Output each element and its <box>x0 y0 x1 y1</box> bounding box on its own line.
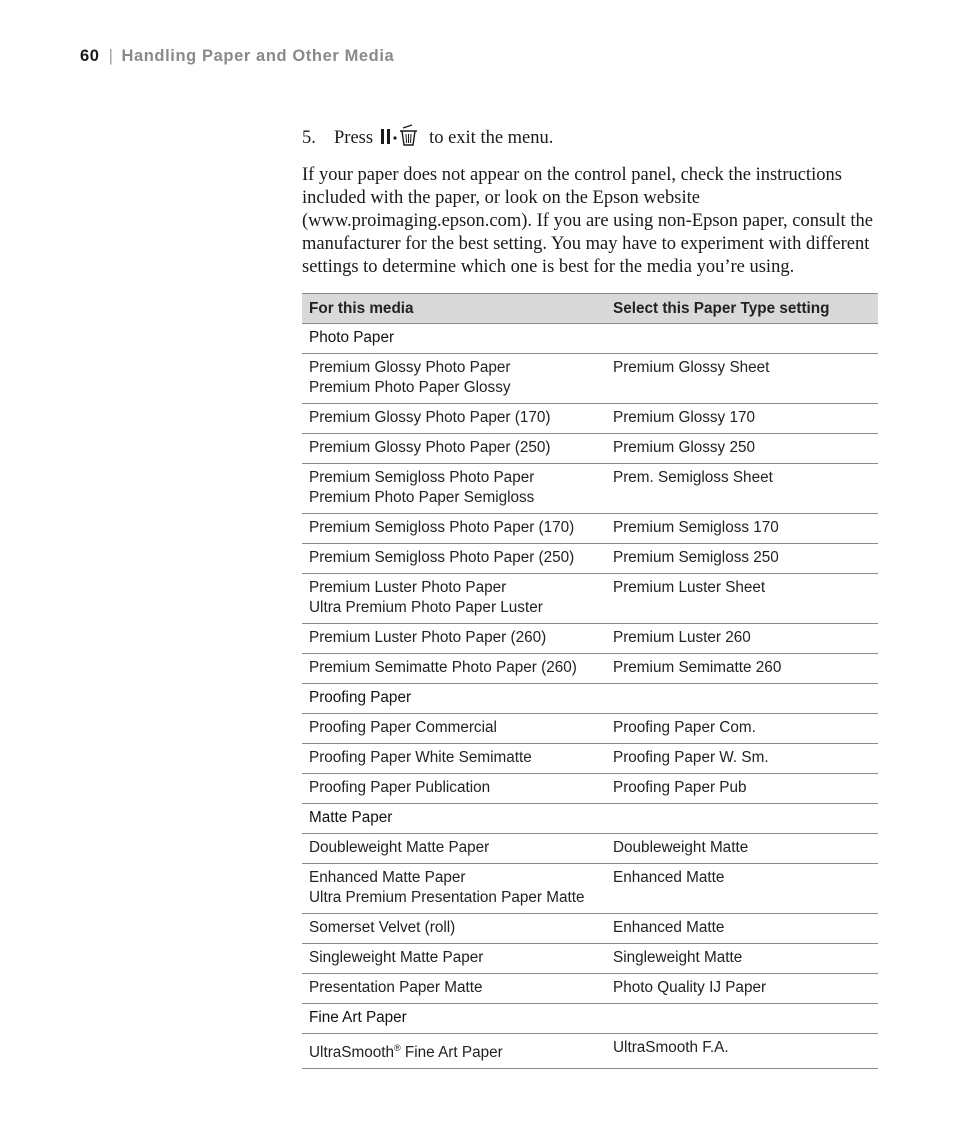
media-cell <box>302 744 606 774</box>
column-header-media: For this media <box>302 294 606 324</box>
column-header-setting: Select this Paper Type setting <box>606 294 878 324</box>
media-cell <box>302 974 606 1004</box>
media-name: Doubleweight Matte Paper <box>309 839 490 856</box>
setting-cell: Premium Glossy 250 <box>606 434 878 464</box>
table-row <box>302 714 878 744</box>
category-label <box>302 324 606 354</box>
table-row <box>302 1034 878 1069</box>
media-cell <box>302 434 606 464</box>
media-cell <box>302 774 606 804</box>
media-name: Premium Semigloss Photo Paper (250) <box>309 549 575 566</box>
table-row <box>302 514 878 544</box>
pause-trash-icon <box>379 122 421 154</box>
media-cell <box>302 1034 606 1069</box>
setting-cell <box>606 684 878 714</box>
paper-type-table <box>302 293 878 1069</box>
media-cell <box>302 914 606 944</box>
table-row <box>302 354 878 404</box>
category-row <box>302 1004 878 1034</box>
table-row <box>302 434 878 464</box>
media-name: Ultra Premium Photo Paper Luster <box>309 599 543 616</box>
setting-cell: Premium Luster 260 <box>606 624 878 654</box>
media-name: Premium Luster Photo Paper (260) <box>309 629 547 646</box>
step-number: 5. <box>302 128 316 148</box>
table-row <box>302 744 878 774</box>
media-cell <box>302 654 606 684</box>
instruction-paragraph: If your paper does not appear on the control panel, check the instructions included with the paper, or look on the Epson website (www.proimaging.epson.com). If you are using non-Epson paper, consult the manufacturer for the best setting. You may have to experiment with different settings to determine which one is best for the media you’re using. <box>302 165 873 277</box>
media-cell <box>302 514 606 544</box>
table-row <box>302 914 878 944</box>
media-name: Singleweight Matte Paper <box>309 949 484 966</box>
table-row <box>302 404 878 434</box>
running-header <box>80 47 394 66</box>
media-name: Somerset Velvet (roll) <box>309 919 456 936</box>
media-name: Premium Semimatte Photo Paper (260) <box>309 659 577 676</box>
media-name: Fine Art Paper <box>309 1009 407 1026</box>
setting-cell: Premium Semigloss 250 <box>606 544 878 574</box>
setting-cell: Premium Semimatte 260 <box>606 654 878 684</box>
media-name: Proofing Paper Commercial <box>309 719 497 736</box>
category-row <box>302 804 878 834</box>
page-number: 60 <box>80 47 100 65</box>
media-name: Premium Luster Photo Paper <box>309 579 507 596</box>
setting-cell: Premium Luster Sheet <box>606 574 878 624</box>
setting-cell: Premium Glossy 170 <box>606 404 878 434</box>
setting-cell: Proofing Paper Com. <box>606 714 878 744</box>
header-separator: | <box>108 47 114 65</box>
setting-cell: Enhanced Matte <box>606 864 878 914</box>
setting-cell: Prem. Semigloss Sheet <box>606 464 878 514</box>
media-name: Matte Paper <box>309 809 393 826</box>
step-5 <box>302 122 553 154</box>
media-cell <box>302 834 606 864</box>
chapter-title: Handling Paper and Other Media <box>121 47 395 65</box>
category-label <box>302 684 606 714</box>
setting-cell: Proofing Paper Pub <box>606 774 878 804</box>
setting-cell: UltraSmooth F.A. <box>606 1034 878 1069</box>
media-cell <box>302 544 606 574</box>
media-cell <box>302 944 606 974</box>
table-body <box>302 324 878 1069</box>
step-text-before: Press <box>334 128 374 148</box>
media-name: Proofing Paper <box>309 689 412 706</box>
table-row <box>302 544 878 574</box>
media-name: Premium Semigloss Photo Paper <box>309 469 535 486</box>
media-cell <box>302 624 606 654</box>
setting-cell: Enhanced Matte <box>606 914 878 944</box>
media-name: Photo Paper <box>309 329 395 346</box>
table-row <box>302 774 878 804</box>
media-cell <box>302 354 606 404</box>
setting-cell: Doubleweight Matte <box>606 834 878 864</box>
table-row <box>302 834 878 864</box>
media-name: Premium Photo Paper Semigloss <box>309 489 535 506</box>
media-cell <box>302 404 606 434</box>
media-cell <box>302 714 606 744</box>
media-name: Premium Semigloss Photo Paper (170) <box>309 519 575 536</box>
category-label <box>302 804 606 834</box>
table-row <box>302 574 878 624</box>
media-cell <box>302 574 606 624</box>
category-row <box>302 684 878 714</box>
table-row <box>302 624 878 654</box>
media-name: Premium Glossy Photo Paper (250) <box>309 439 551 456</box>
media-name: Proofing Paper White Semimatte <box>309 749 532 766</box>
media-name: Enhanced Matte Paper <box>309 869 466 886</box>
media-cell <box>302 464 606 514</box>
setting-cell <box>606 804 878 834</box>
media-name: Presentation Paper Matte <box>309 979 483 996</box>
category-label <box>302 1004 606 1034</box>
setting-cell: Premium Semigloss 170 <box>606 514 878 544</box>
media-cell <box>302 864 606 914</box>
table-row <box>302 944 878 974</box>
table-row <box>302 974 878 1004</box>
media-name: Premium Photo Paper Glossy <box>309 379 511 396</box>
media-name: Proofing Paper Publication <box>309 779 491 796</box>
setting-cell <box>606 1004 878 1034</box>
table-row <box>302 864 878 914</box>
media-name: Ultra Premium Presentation Paper Matte <box>309 889 585 906</box>
step-text-after: to exit the menu. <box>429 128 554 148</box>
category-row <box>302 324 878 354</box>
table-row <box>302 654 878 684</box>
setting-cell: Singleweight Matte <box>606 944 878 974</box>
media-name: UltraSmooth® Fine Art Paper <box>309 1043 503 1061</box>
setting-cell: Premium Glossy Sheet <box>606 354 878 404</box>
setting-cell: Proofing Paper W. Sm. <box>606 744 878 774</box>
media-name: Premium Glossy Photo Paper (170) <box>309 409 551 426</box>
setting-cell: Photo Quality IJ Paper <box>606 974 878 1004</box>
table-header-row <box>302 294 878 324</box>
setting-cell <box>606 324 878 354</box>
table-row <box>302 464 878 514</box>
media-name: Premium Glossy Photo Paper <box>309 359 511 376</box>
